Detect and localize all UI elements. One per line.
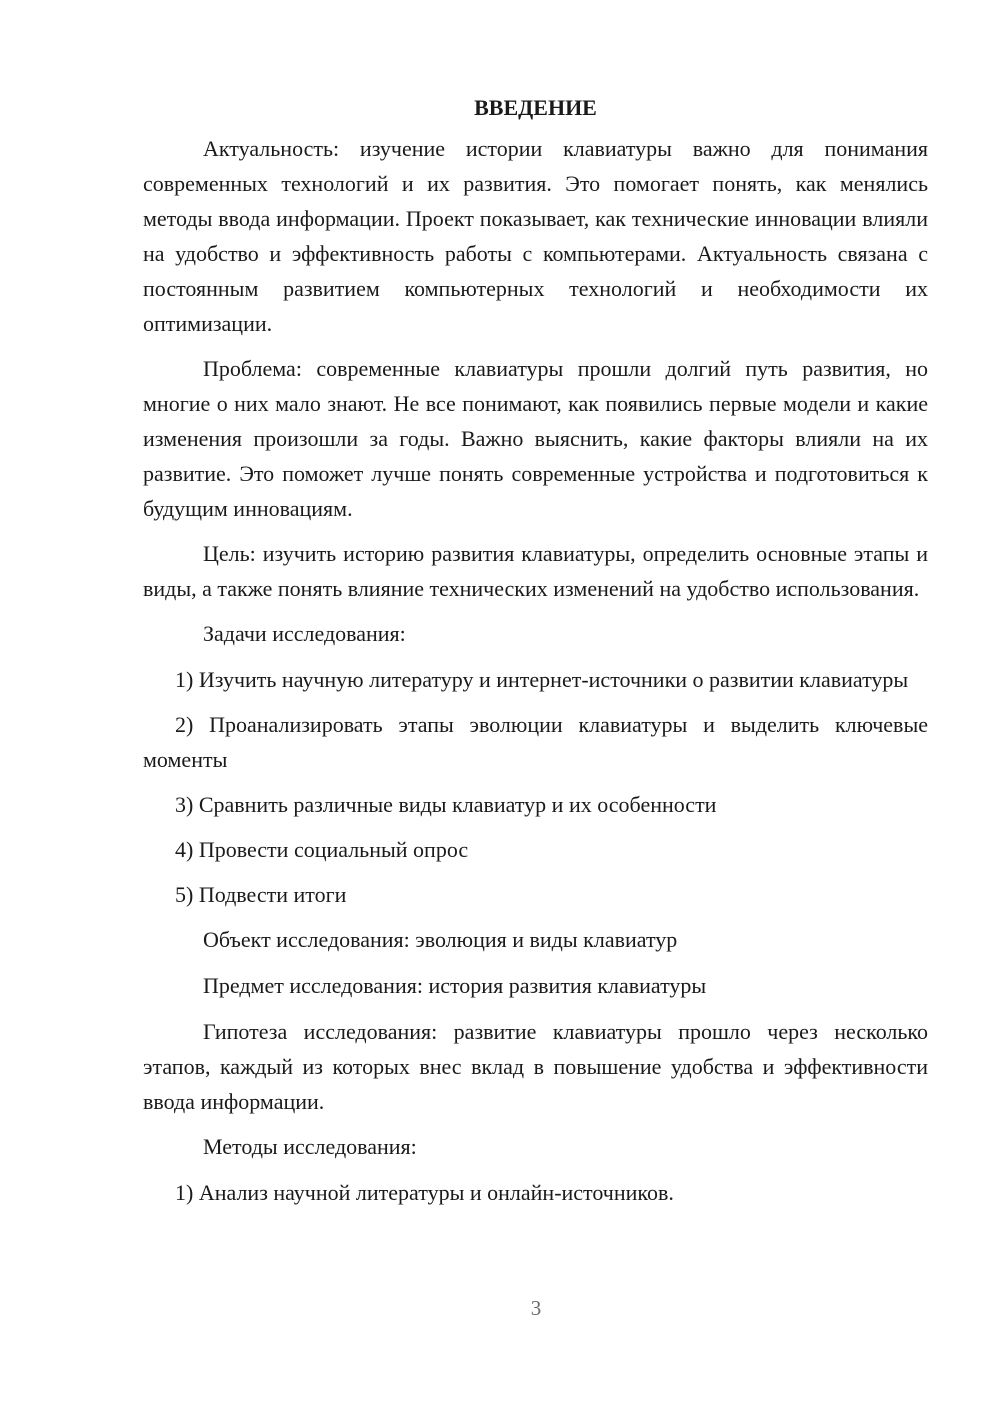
problem-paragraph: Проблема: современные клавиатуры прошли долгий путь развития, но многие о них мало знают. Не все понимают, как появились первые модели и какие изменения произошли за годы. Важно выяснить, какие факторы влияли на их развитие. Это поможет лучше понять современные устройства и подготовиться к будущим инновациям. [143,356,928,521]
page-number: 3 [530,1296,542,1320]
task-item: 5) Подвести итоги [175,882,347,907]
method-item: 1) Анализ научной литературы и онлайн-источников. [175,1180,674,1205]
research-subject: Предмет исследования: история развития клавиатуры [203,973,707,998]
task-item: 3) Сравнить различные виды клавиатур и их особенности [175,792,717,817]
goal-paragraph: Цель: изучить историю развития клавиатуры, определить основные этапы и виды, а также понять влияние технических изменений на удобство использования. [143,541,928,601]
research-hypothesis: Гипотеза исследования: развитие клавиатуры прошло через несколько этапов, каждый из которых внес вклад в повышение удобства и эффективности ввода информации. [143,1019,928,1114]
research-object: Объект исследования: эволюция и виды клавиатур [203,927,678,952]
tasks-heading: Задачи исследования: [203,621,406,646]
task-item: 2) Проанализировать этапы эволюции клавиатуры и выделить ключевые моменты [143,712,928,772]
task-item: 1) Изучить научную литературу и интернет-источники о развитии клавиатуры [175,667,909,692]
document-page [143,90,928,1220]
relevance-paragraph: Актуальность: изучение истории клавиатуры важно для понимания современных технологий и их развития. Это помогает понять, как менялись методы ввода информации. Проект показывает, как технические инновации влияли на удобство и эффективность работы с компьютерами. Актуальность связана с постоянным развитием компьютерных технологий и необходимости их оптимизации. [143,136,928,336]
page-title: ВВЕДЕНИЕ [474,95,597,120]
task-item: 4) Провести социальный опрос [175,837,469,862]
methods-heading: Методы исследования: [203,1134,417,1159]
